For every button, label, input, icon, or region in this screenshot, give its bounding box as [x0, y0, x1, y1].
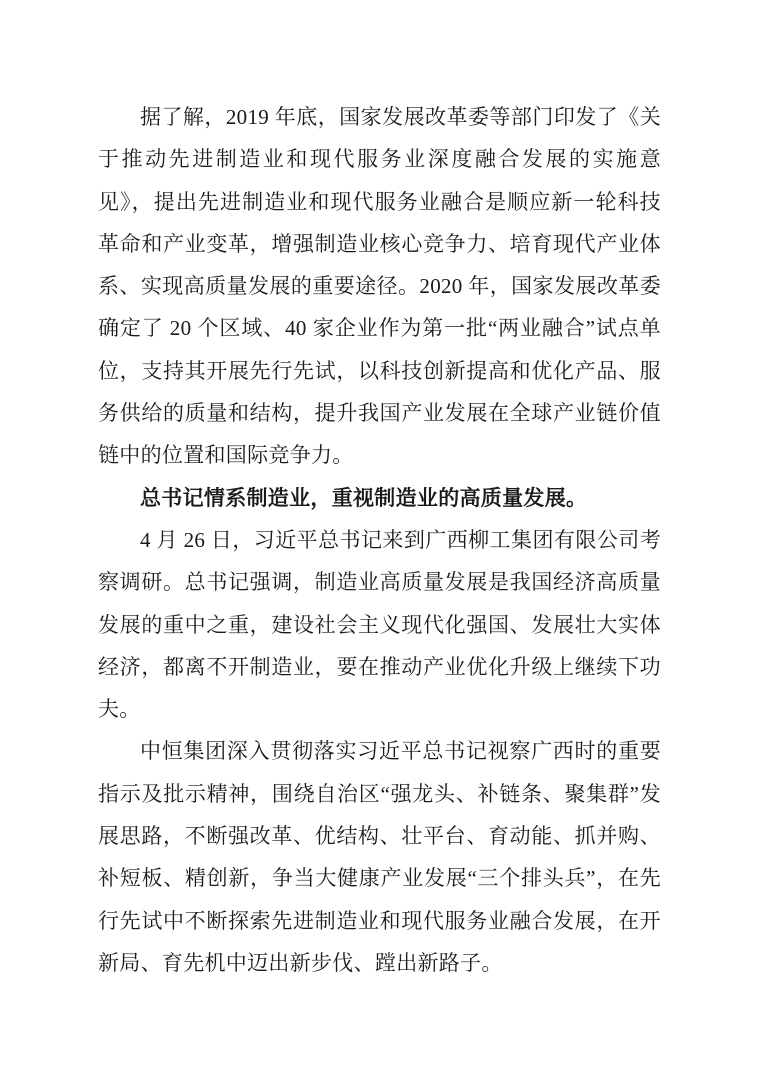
body-paragraph-zhongheng-group: 中恒集团深入贯彻落实习近平总书记视察广西时的重要指示及批示精神，围绕自治区“强龙头、补链条、聚集群”发展思路，不断强改革、优结构、壮平台、育动能、抓并购、补短板、精创新，争当大健康产业发展“三个排头兵”，在先行先试中不断探索先进制造业和现代服务业融合发展，在开新局、育先机中迈出新步伐、蹚出新路子。: [98, 739, 661, 975]
body-paragraph-inspection-visit: 4 月 26 日，习近平总书记来到广西柳工集团有限公司考察调研。总书记强调，制造业高质量发展是我国经济高质量发展的重中之重，建设社会主义现代化强国、发展壮大实体经济，都离不开制造业，要在推动产业优化升级上继续下功夫。: [98, 527, 661, 722]
section-heading-manufacturing-quality: 总书记情系制造业，重视制造业的高质量发展。: [140, 485, 588, 510]
body-paragraph-policy-background: 据了解，2019 年底，国家发展改革委等部门印发了《关于推动先进制造业和现代服务业深度融合发展的实施意见》，提出先进制造业和现代服务业融合是顺应新一轮科技革命和产业变革，增强制造业核心竞争力、培育现代产业体系、实现高质量发展的重要途径。2020 年，国家发展改革委确定了 20 个区域、40 家企业作为第一批“两业融合”试点单位，支持其开展先行先试，以科技创新提高和优化产品、服务供给的质量和结构，提升我国产业发展在全球产业链价值链中的位置和国际竞争力。: [98, 105, 661, 468]
